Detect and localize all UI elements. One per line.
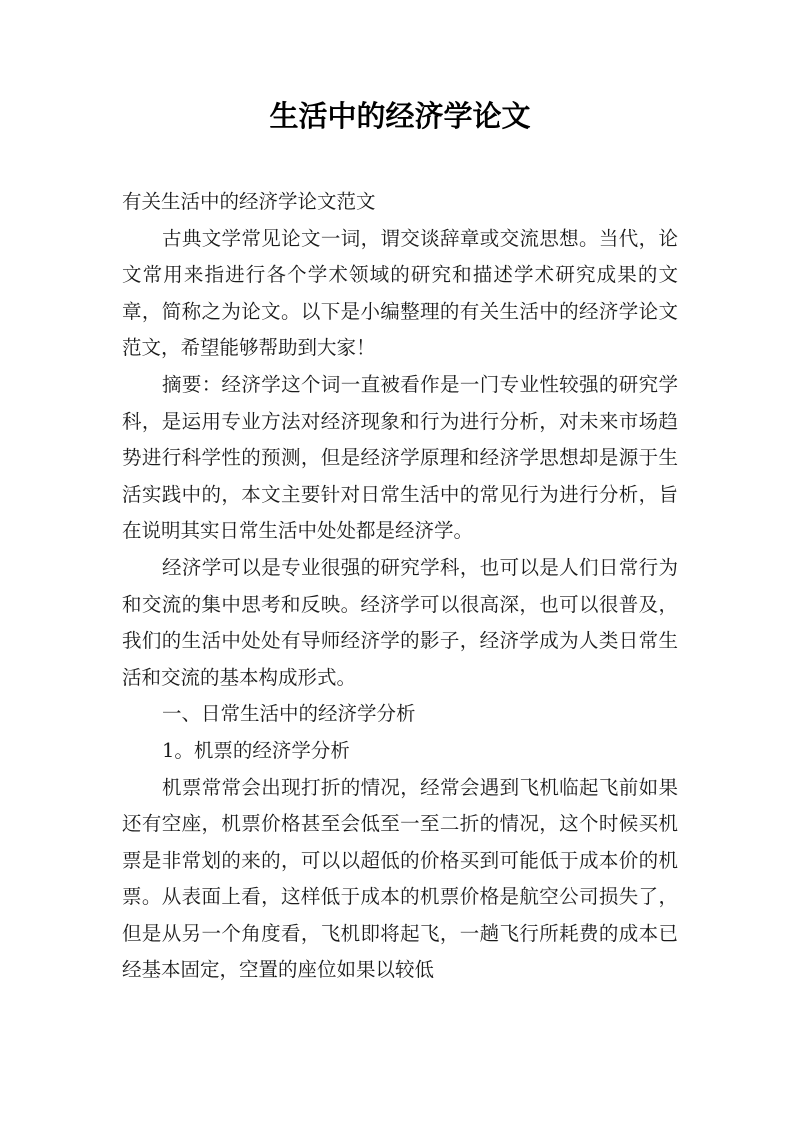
subsection-heading: 1。机票的经济学分析	[161, 738, 350, 762]
paragraph-abstract: 摘要：经济学这个词一直被看作是一门专业性较强的研究学科，是运用专业方法对经济现象和行为进行分析，对未来市场趋势进行科学性的预测，但是经济学原理和经济学思想却是源于生活实践中的，本文主要针对日常生活中的常见行为进行分析，旨在说明其实日常生活中处处都是经济学。	[122, 372, 678, 543]
paragraph-intro: 古典文学常见论文一词，谓交谈辞章或交流思想。当代，论文常用来指进行各个学术领域的研究和描述学术研究成果的文章，简称之为论文。以下是小编整理的有关生活中的经济学论文范文，希望能够帮助到大家！	[122, 226, 678, 360]
paragraph-airfare-analysis: 机票常常会出现打折的情况，经常会遇到飞机临起飞前如果还有空座，机票价格甚至会低至一至二折的情况，这个时候买机票是非常划的来的，可以以超低的价格买到可能低于成本价的机票。从表面上看，这样低于成本的机票价格是航空公司损失了，但是从另一个角度看，飞机即将起飞，一趟飞行所耗费的成本已经基本固定，空置的座位如果以较低	[122, 775, 678, 982]
page-title: 生活中的经济学论文	[269, 99, 531, 133]
document-subtitle: 有关生活中的经济学论文范文	[122, 190, 376, 213]
paragraph-economics-overview: 经济学可以是专业很强的研究学科，也可以是人们日常行为和交流的集中思考和反映。经济学可以很高深，也可以很普及，我们的生活中处处有导师经济学的影子，经济学成为人类日常生活和交流的基本构成形式。	[122, 555, 678, 689]
section-heading: 一、日常生活中的经济学分析	[161, 702, 416, 726]
document-body	[122, 184, 678, 989]
